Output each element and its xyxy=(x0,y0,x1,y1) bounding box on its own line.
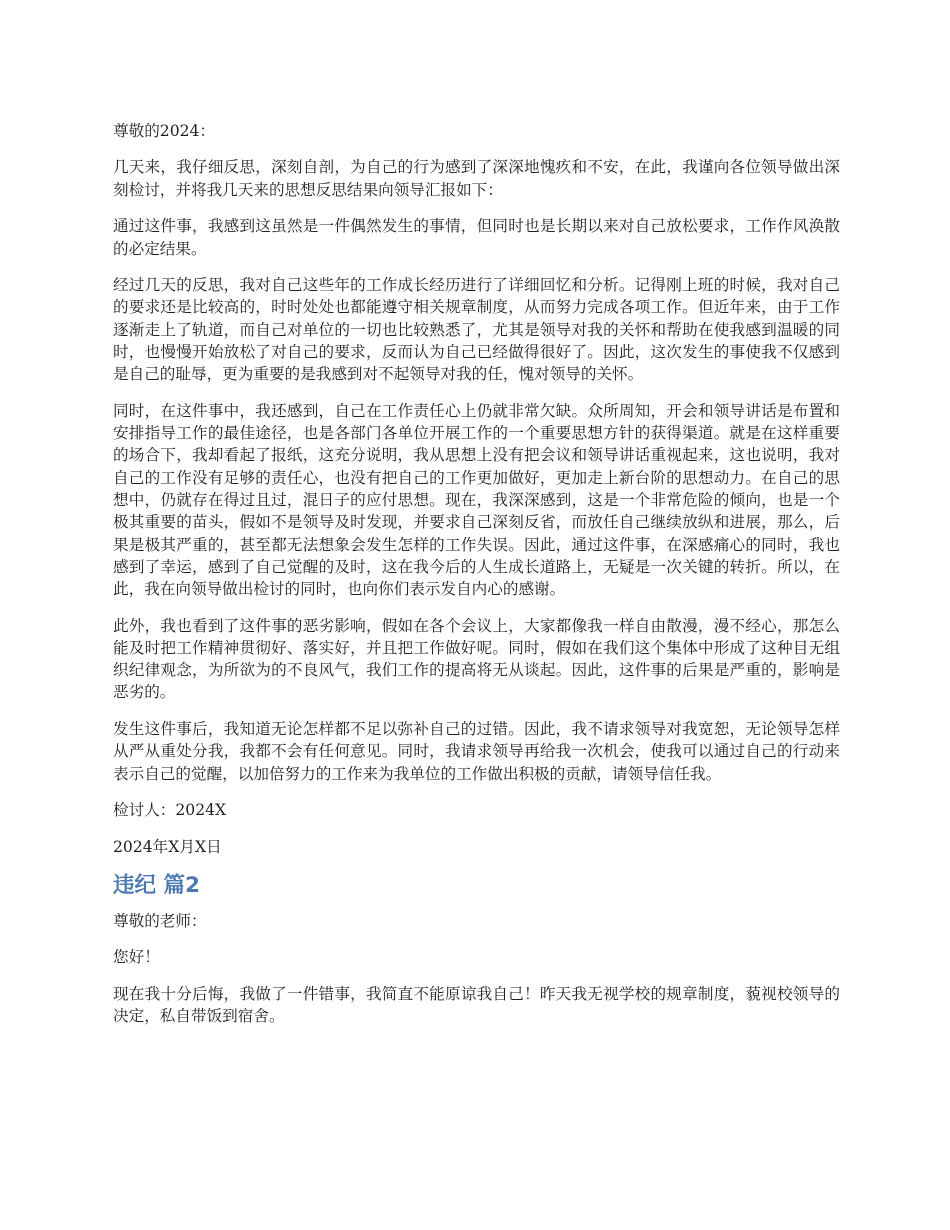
date-line: 2024年X月X日 xyxy=(113,837,222,856)
greeting: 您好！ xyxy=(113,948,160,967)
paragraph: 几天来，我仔细反思，深刻自剖，为自己的行为感到了深深地愧疚和不安，在此，我谨向各位领导做出深刻检讨，并将我几天来的思想反思结果向领导汇报如下： xyxy=(113,158,840,199)
salutation-2: 尊敬的老师： xyxy=(113,912,207,930)
paragraph: 同时，在这件事中，我还感到，自己在工作责任心上仍就非常欠缺。众所周知，开会和领导讲话是布置和安排指导工作的最佳途径，也是各部门各单位开展工作的一个重要思想方针的获得渠道。就是在这样重要的场合下，我却看起了报纸，这充分说明，我从思想上没有把会议和领导讲话重视起来，这也说明，我对自己的工作没有足够的责任心，也没有把自己的工作更加做好，更加走上新台阶的思想动力。在自己的思想中，仍就存在得过且过，混日子的应付思想。现在，我深深感到，这是一个非常危险的倾向，也是一个极其重要的苗头，假如不是领导及时发现，并要求自己深刻反省，而放任自己继续放纵和进展，那么，后果是极其严重的，甚至都无法想象会发生怎样的工作失误。因此，通过这件事，在深感痛心的同时，我也感到了幸运，感到了自己觉醒的及时，这在我今后的人生成长道路上，无疑是一次关键的转折。所以，在此，我在向领导做出检讨的同时，也向你们表示发自内心的感谢。 xyxy=(113,401,840,599)
document-page xyxy=(113,120,840,1042)
paragraph: 现在我十分后悔，我做了一件错事，我简直不能原谅我自己！昨天我无视学校的规章制度，藐视校领导的决定，私自带饭到宿舍。 xyxy=(113,984,840,1026)
signature-line: 检讨人：2024X xyxy=(113,801,227,820)
section-heading: 违纪 篇2 xyxy=(113,873,200,898)
paragraph: 经过几天的反思，我对自己这些年的工作成长经历进行了详细回忆和分析。记得刚上班的时候，我对自己的要求还是比较高的，时时处处也都能遵守相关规章制度，从而努力完成各项工作。但近年来，由于工作逐渐走上了轨道，而自己对单位的一切也比较熟悉了，尤其是领导对我的关怀和帮助在使我感到温暖的同时，也慢慢开始放松了对自己的要求，反而认为自己已经做得很好了。因此，这次发生的事使我不仅感到是自己的耻辱，更为重要的是我感到对不起领导对我的任，愧对领导的关怀。 xyxy=(113,276,840,384)
salutation: 尊敬的2024： xyxy=(113,122,216,140)
paragraph: 发生这件事后，我知道无论怎样都不足以弥补自己的过错。因此，我不请求领导对我宽恕，无论领导怎样从严从重处分我，我都不会有任何意见。同时，我请求领导再给我一次机会，使我可以通过自己的行动来表示自己的觉醒，以加倍努力的工作来为我单位的工作做出积极的贡献，请领导信任我。 xyxy=(113,719,840,783)
paragraph: 通过这件事，我感到这虽然是一件偶然发生的事情，但同时也是长期以来对自己放松要求，工作作风涣散的必定结果。 xyxy=(113,217,840,258)
paragraph: 此外，我也看到了这件事的恶劣影响，假如在各个会议上，大家都像我一样自由散漫，漫不经心，那怎么能及时把工作精神贯彻好、落实好，并且把工作做好呢。同时，假如在我们这个集体中形成了这种目无组织纪律观念，为所欲为的不良风气，我们工作的提高将无从谈起。因此，这件事的后果是严重的，影响是恶劣的。 xyxy=(113,616,840,702)
